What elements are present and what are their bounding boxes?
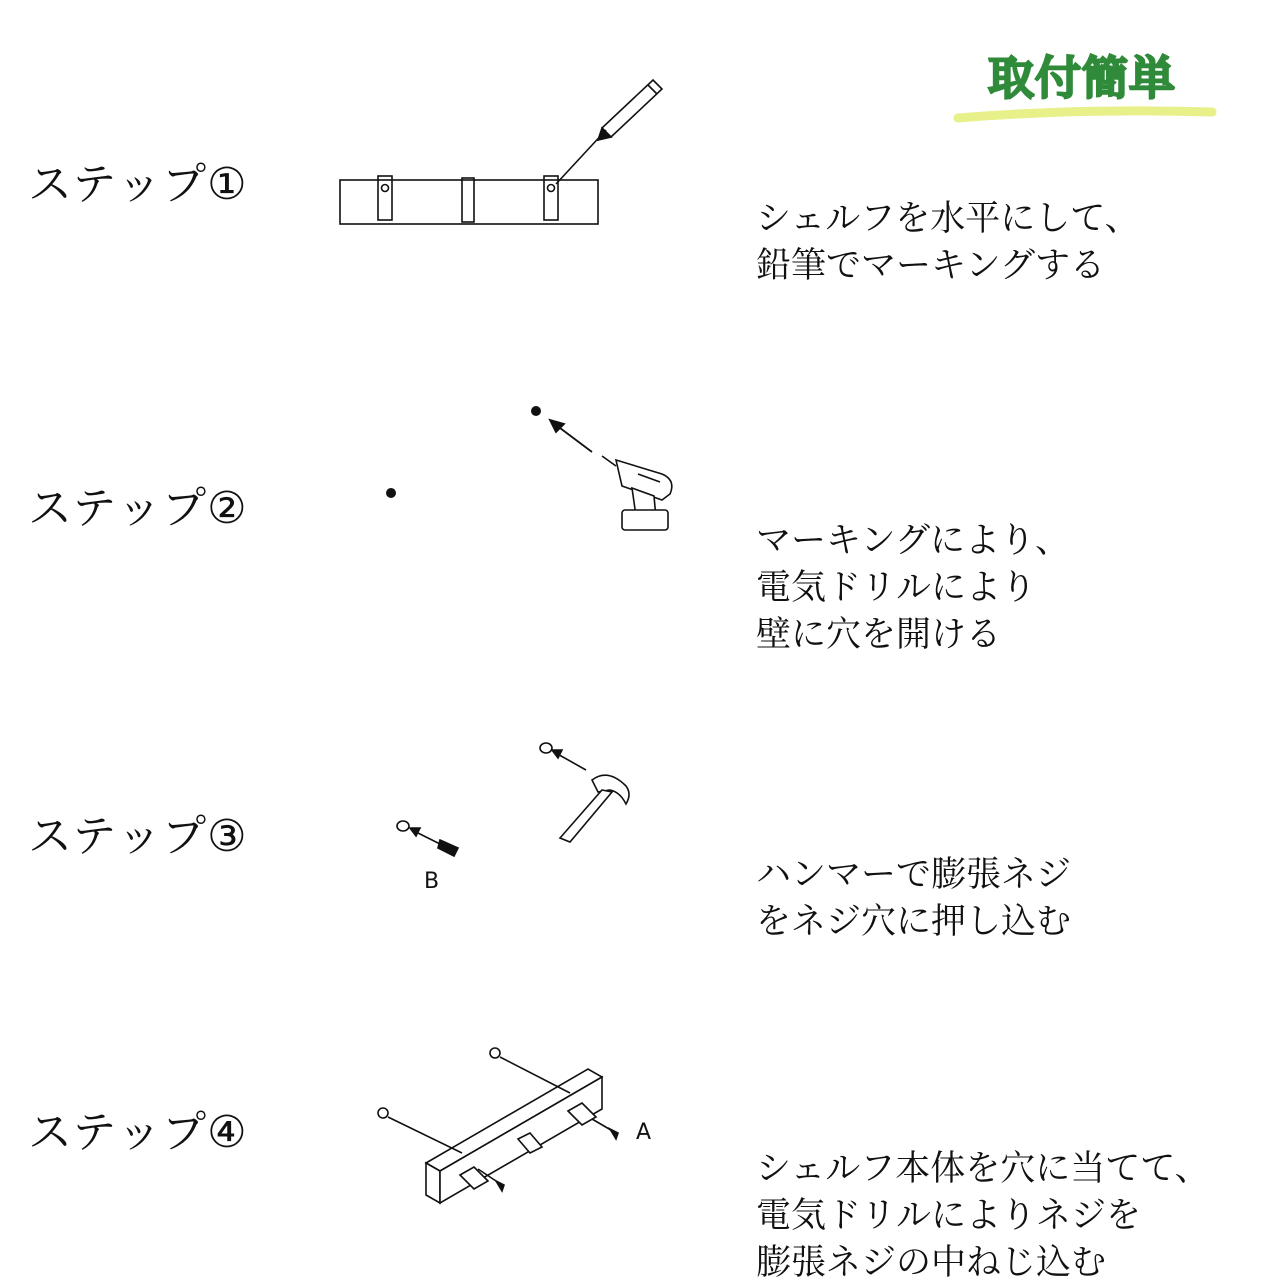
- part-label-a: A: [636, 1120, 652, 1145]
- hammer-icon: [560, 775, 629, 842]
- part-label-b: B: [424, 869, 440, 894]
- step-2-label: ステップ②: [28, 483, 248, 534]
- step-1-description: [756, 196, 1140, 290]
- step-1-line-1: シェルフを水平にして、: [756, 199, 1140, 239]
- step-2-illustration: [370, 390, 700, 550]
- step-4-label: ステップ④: [28, 1107, 248, 1158]
- anchor-screw-icon: [397, 821, 458, 856]
- step-4-line-3: 膨張ネジの中ねじ込む: [756, 1243, 1107, 1283]
- step-1-label: ステップ①: [28, 159, 248, 210]
- marking-dot-icon: [386, 488, 396, 498]
- step-3-description: [756, 852, 1071, 946]
- step-2-line-3: 壁に穴を開ける: [756, 615, 1002, 655]
- step-2-line-2: 電気ドリルにより: [756, 568, 1037, 608]
- step-3-label: ステップ③: [28, 811, 248, 862]
- shelf-icon: [426, 1069, 602, 1203]
- step-3-line-2: をネジ穴に押し込む: [756, 902, 1072, 942]
- arrow-icon: [550, 420, 592, 452]
- step-1-line-2: 鉛筆でマーキングする: [756, 246, 1105, 286]
- step-3-line-1: ハンマーで膨張ネジ: [756, 855, 1072, 895]
- step-4-line-2: 電気ドリルによりネジを: [756, 1196, 1142, 1236]
- step-2-line-1: マーキングにより、: [756, 521, 1070, 561]
- step-4-line-1: シェルフ本体を穴に当てて、: [756, 1149, 1210, 1189]
- marking-dot-icon: [531, 406, 541, 416]
- badge-title: 取付簡単: [988, 51, 1176, 105]
- pencil-icon: [556, 80, 662, 184]
- step-4-illustration: [370, 1035, 670, 1225]
- step-3-illustration: [380, 730, 650, 900]
- step-1-illustration: [330, 70, 670, 240]
- shelf-icon: [340, 176, 598, 224]
- step-4-description: [756, 1146, 1210, 1287]
- anchor-screw-icon: [540, 743, 586, 770]
- header-badge: [950, 38, 1220, 128]
- step-2-description: [756, 518, 1070, 659]
- drill-icon: [602, 456, 672, 530]
